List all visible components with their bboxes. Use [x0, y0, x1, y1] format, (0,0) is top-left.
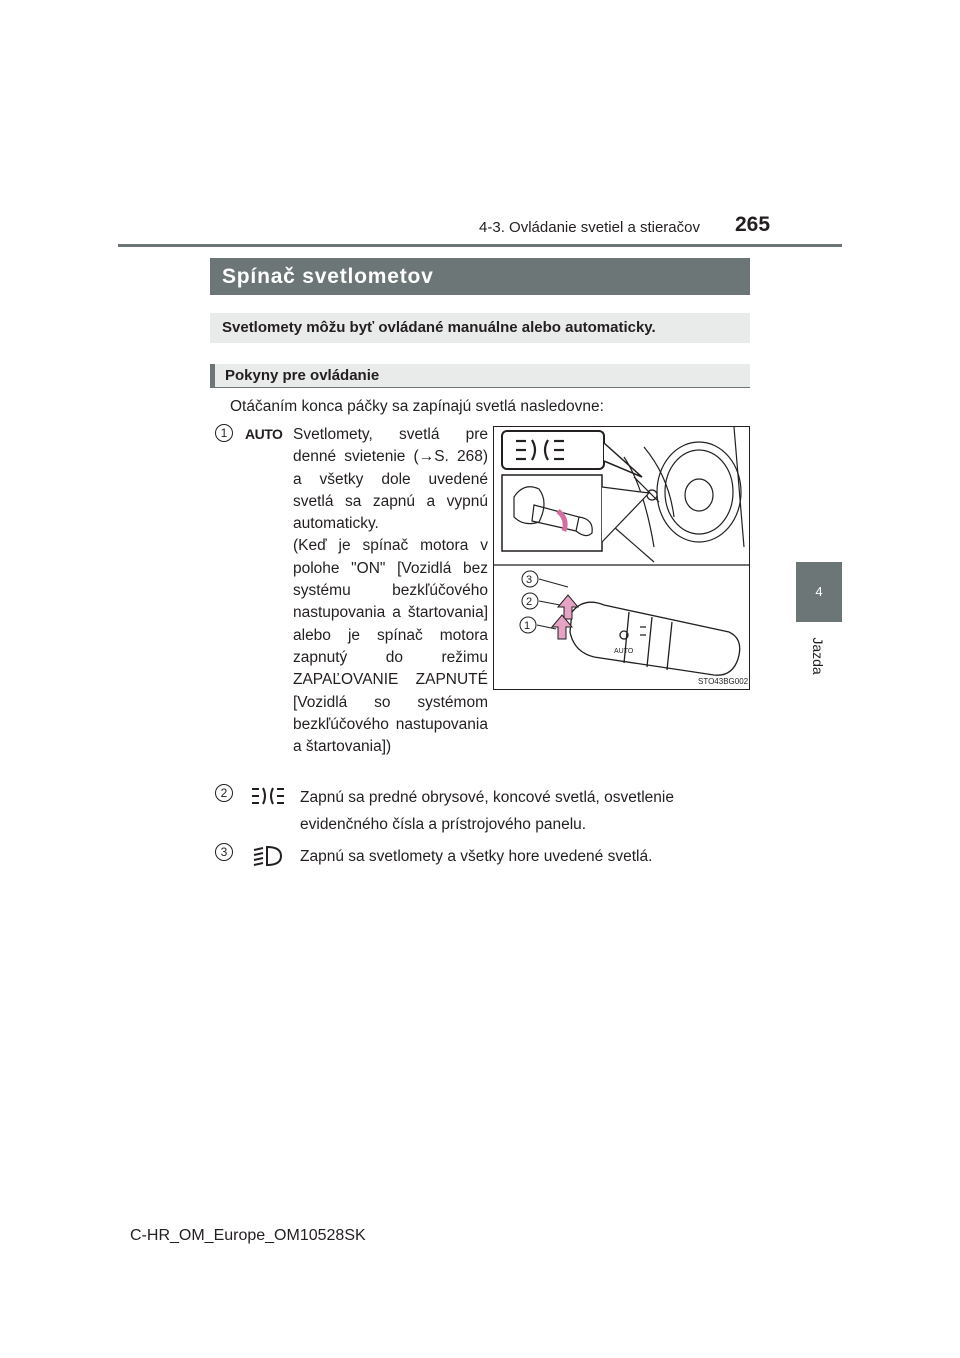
switch-auto-label: AUTO: [614, 648, 634, 655]
chapter-label: Jazda: [810, 637, 826, 675]
callout-3: 3: [526, 574, 533, 586]
auto-icon: AUTO: [245, 426, 283, 442]
page-title: Spínač svetlometov: [210, 258, 750, 295]
lead-text: Otáčaním konca páčky sa zapínajú svetlá nasledovne:: [230, 398, 604, 415]
item-number-3: 3: [215, 843, 233, 861]
figure-code: STO43BG002: [698, 677, 749, 686]
item-1-description: [293, 424, 488, 758]
headlight-icon: [253, 845, 283, 867]
item-number-2: 2: [215, 784, 233, 802]
side-lights-icon: [251, 785, 285, 807]
item-2-description: Zapnú sa predné obrysové, koncové svetlá, osvetlenie evidenčného čísla a prístrojového panelu.: [300, 789, 674, 833]
chapter-tab: 4: [796, 562, 842, 622]
item-number-1: 1: [215, 424, 233, 442]
footer-code: C-HR_OM_Europe_OM10528SK: [130, 1227, 366, 1244]
section-header: 4-3. Ovládanie svetiel a stieračov: [479, 219, 700, 236]
page-number: 265: [735, 213, 771, 236]
callout-1: 1: [524, 620, 531, 632]
item-3-description: Zapnú sa svetlomety a všetky hore uvedené svetlá.: [300, 848, 653, 865]
subsection-divider: [210, 387, 750, 388]
header-divider: [118, 244, 842, 247]
item-1-text-a: Svetlomety, svetlá pre denné svietenie (→S. 268) a všetky dole uvedené svetlá sa zapnú a vypnú automaticky.: [293, 426, 488, 533]
callout-2: 2: [526, 596, 533, 608]
intro-box: Svetlomety môžu byť ovládané manuálne alebo automaticky.: [210, 313, 750, 343]
item-1-text-b: (Keď je spínač motora v polohe "ON" [Vozidlá bez systému bezkľúčového nastupovania a štartovania] alebo je spínač motora zapnutý do režimu ZAPAĽOVANIE ZAPNUTÉ [Vozidlá so systémom bezkľúčového nastupovania a štartovania]): [293, 537, 488, 756]
headlight-switch-illustration: [493, 426, 750, 690]
subsection-heading: Pokyny pre ovládanie: [210, 364, 750, 388]
